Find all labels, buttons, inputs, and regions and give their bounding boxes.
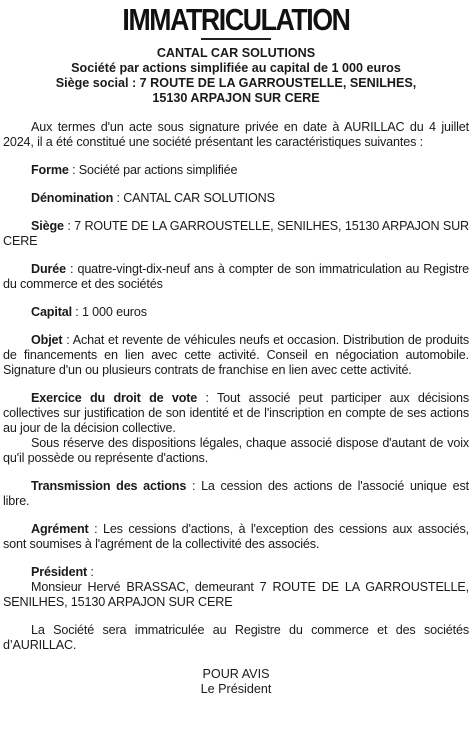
field-denomination <box>3 191 469 206</box>
field-label: Dénomination <box>31 191 114 205</box>
field-vote <box>3 391 469 436</box>
field-duree <box>3 262 469 292</box>
field-capital <box>3 305 469 320</box>
field-siege <box>3 219 469 249</box>
field-value: : CANTAL CAR SOLUTIONS <box>113 191 275 205</box>
field-value: : Achat et revente de véhicules neufs et occasion. Distribution de produits de financements en lien avec cette activité. Conseil en négociation automobile. Signature d'un ou plusieurs contrats de franchise en lien avec cette activité. <box>3 333 469 377</box>
closing-paragraph: La Société sera immatriculée au Registre du commerce et des sociétés d’AURILLAC. <box>3 623 469 652</box>
field-vote-extra: Sous réserve des dispositions légales, chaque associé dispose d'autant de voix qu'il possède ou représente d'actions. <box>3 436 469 465</box>
field-value: : Société par actions simplifiée <box>68 163 238 177</box>
field-label: Siège <box>31 219 64 233</box>
signoff-line-1: POUR AVIS <box>202 667 270 681</box>
field-value: : La cession des actions de l'associé unique est libre. <box>3 479 469 508</box>
field-label: Président <box>31 565 88 579</box>
field-value: : Les cessions d'actions, à l'exception des cessions aux associés, sont soumises à l'agrément de la collectivité des associés. <box>3 522 469 551</box>
field-agrement <box>3 522 469 552</box>
signoff <box>3 667 469 697</box>
notice-title: IMMATRICULATION <box>122 2 350 37</box>
president-detail: Monsieur Hervé BRASSAC, demeurant 7 ROUTE DE LA GARROUSTELLE, SENILHES, 15130 ARPAJON SUR CERE <box>3 580 469 609</box>
field-value: : quatre-vingt-dix-neuf ans à compter de son immatriculation au Registre du commerce et des sociétés <box>3 262 469 291</box>
field-value: : 1 000 euros <box>71 305 147 319</box>
field-value: : Tout associé peut participer aux décisions collectives sur justification de son identité et de l'inscription en compte de ses actions au jour de la décision collective. <box>3 391 469 435</box>
field-label: Durée <box>31 262 66 276</box>
field-objet <box>3 333 469 378</box>
field-label: Capital <box>31 305 72 319</box>
field-label: Agrément <box>31 522 89 536</box>
company-name: CANTAL CAR SOLUTIONS <box>156 46 316 60</box>
field-value: : 7 ROUTE DE LA GARROUSTELLE, SENILHES, 15130 ARPAJON SUR CERE <box>3 219 469 248</box>
company-seat-line-1: Siège social : 7 ROUTE DE LA GARROUSTELLE, SENILHES, <box>55 76 417 90</box>
field-forme <box>3 163 469 178</box>
title-divider <box>201 38 271 40</box>
signoff-line-2: Le Président <box>200 682 272 696</box>
company-type: Société par actions simplifiée au capital de 1 000 euros <box>71 61 401 75</box>
field-label: Objet <box>31 333 63 347</box>
field-label: Transmission des actions <box>31 479 187 493</box>
field-president <box>3 565 469 580</box>
field-label: Exercice du droit de vote <box>31 391 198 405</box>
field-value: : <box>87 565 94 579</box>
company-header <box>3 46 469 106</box>
field-label: Forme <box>31 163 69 177</box>
field-transmission <box>3 479 469 509</box>
intro-paragraph: Aux termes d'un acte sous signature privée en date à AURILLAC du 4 juillet 2024, il a été constitué une société présentant les caractéristiques suivantes : <box>3 120 469 149</box>
company-seat-line-2: 15130 ARPAJON SUR CERE <box>152 91 320 105</box>
